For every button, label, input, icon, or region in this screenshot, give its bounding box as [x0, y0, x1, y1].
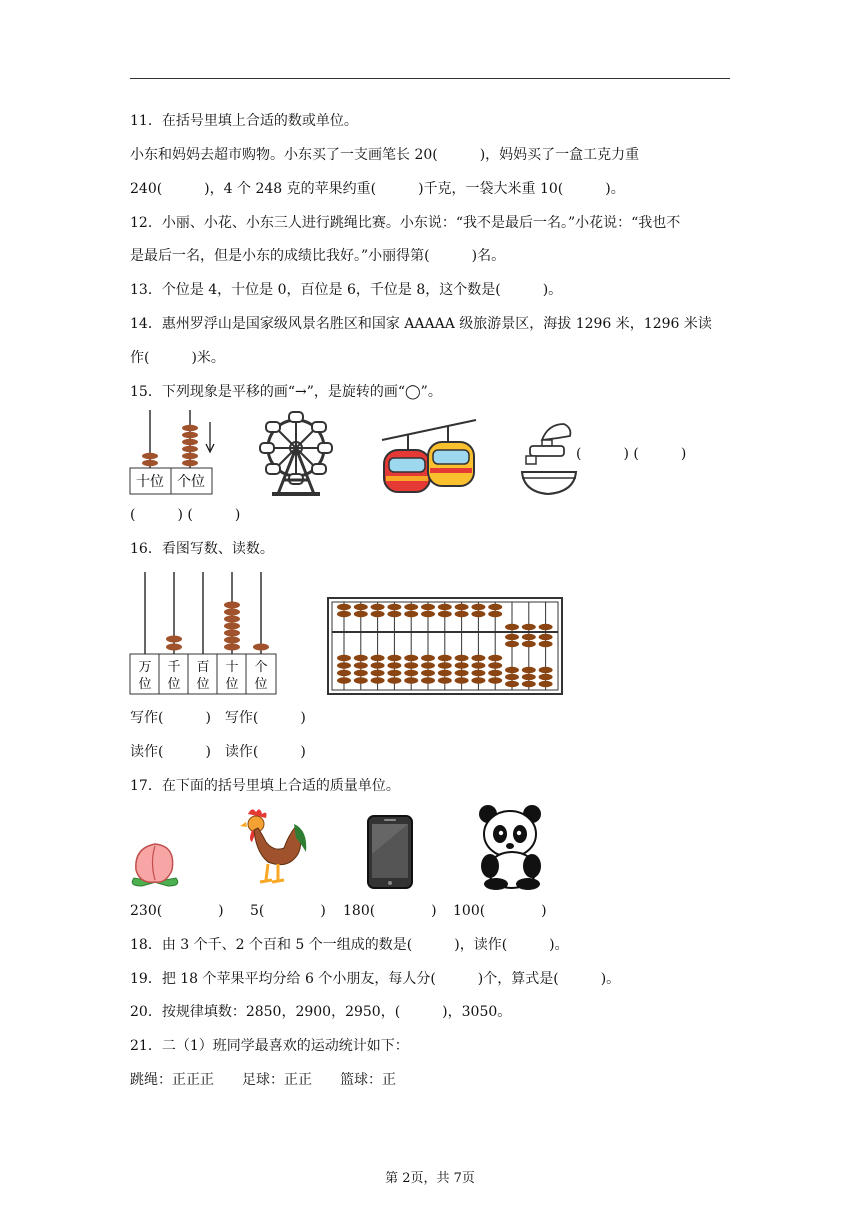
question-17: 17．在下面的括号里填上合适的质量单位。 [130, 778, 400, 794]
abacus-bead [371, 677, 385, 683]
bai-label: 百 [196, 660, 210, 675]
abacus-bead [438, 677, 452, 683]
question-15: 15．下列现象是平移的画“→”，是旋转的画“◯”。 [130, 384, 442, 400]
abacus-bead [522, 634, 536, 640]
abacus-bead [354, 604, 368, 610]
abacus-picture [326, 596, 564, 696]
question-12-line-2: 是最后一名，但是小东的成绩比我好。”小丽得第( )名。 [130, 248, 506, 264]
abacus-bead [387, 604, 401, 610]
abacus-bead [438, 604, 452, 610]
abacus-bead [438, 655, 452, 661]
abacus-bead [488, 677, 502, 683]
abacus-bead [471, 662, 485, 668]
abacus-bead [539, 634, 553, 640]
abacus-bead [421, 677, 435, 683]
abacus-bead [387, 670, 401, 676]
abacus-bead [455, 655, 469, 661]
abacus-bead [471, 611, 485, 617]
abacus-bead [522, 641, 536, 647]
abacus-bead [404, 611, 418, 617]
abacus-bead [337, 604, 351, 610]
abacus-bead [488, 655, 502, 661]
abacus-bead [404, 670, 418, 676]
shi-label: 十 [225, 660, 239, 675]
abacus-bead [505, 624, 519, 630]
rooster-picture [238, 806, 310, 890]
abacus-bead [404, 677, 418, 683]
page-footer: 第 2页，共 7页 [385, 1171, 475, 1186]
question-21: 21．二（1）班同学最喜欢的运动统计如下： [130, 1038, 409, 1054]
abacus-bead [539, 624, 553, 630]
abacus-bead [488, 670, 502, 676]
abacus-bead [455, 670, 469, 676]
ferris-wheel-picture [252, 408, 340, 498]
abacus-bead [354, 662, 368, 668]
abacus-bead [371, 655, 385, 661]
abacus-bead [421, 604, 435, 610]
abacus-bead [522, 624, 536, 630]
abacus-bead [505, 681, 519, 687]
header-rule [130, 78, 730, 79]
abacus-bead [371, 662, 385, 668]
abacus-bead [337, 677, 351, 683]
abacus-bead [404, 655, 418, 661]
wei-label-2: 位 [167, 677, 181, 692]
q17-blank-panda[interactable]: 100( ) [453, 903, 547, 919]
abacus-bead [438, 611, 452, 617]
panda-picture [474, 804, 546, 890]
abacus-bead [488, 662, 502, 668]
abacus-bead [438, 662, 452, 668]
question-16-write[interactable]: 写作( ) 写作( ) [130, 710, 306, 726]
question-15-blanks-right[interactable]: ( ) ( ) [576, 446, 687, 462]
q17-blank-rooster[interactable]: 5( ) [250, 903, 326, 919]
ones-label: 个位 [177, 474, 205, 490]
abacus-bead [354, 655, 368, 661]
abacus-bead [387, 611, 401, 617]
abacus-bead [522, 674, 536, 680]
phone-picture [366, 814, 414, 890]
question-11-line-2: 小东和妈妈去超市购物。小东买了一支画笔长 20( )，妈妈买了一盒工克力重 [130, 147, 640, 163]
abacus-bead [471, 677, 485, 683]
abacus-bead [404, 662, 418, 668]
abacus-bead [455, 662, 469, 668]
abacus-bead [354, 670, 368, 676]
question-11-title: 11．在括号里填上合适的数或单位。 [130, 113, 358, 129]
cable-car-picture [378, 412, 480, 498]
abacus-bead [337, 655, 351, 661]
abacus-bead [455, 677, 469, 683]
question-19: 19．把 18 个苹果平均分给 6 个小朋友，每人分( )个，算式是( )。 [130, 971, 621, 987]
counting-frame-picture [128, 570, 280, 696]
abacus-bead [522, 681, 536, 687]
wei-label-3: 位 [196, 677, 210, 692]
faucet-picture [518, 418, 580, 498]
abacus-bead [387, 662, 401, 668]
abacus-picture-small [128, 410, 218, 496]
abacus-bead [505, 641, 519, 647]
abacus-bead [421, 655, 435, 661]
abacus-bead [522, 667, 536, 673]
abacus-bead [421, 670, 435, 676]
question-20: 20．按规律填数：2850，2900，2950，( )，3050。 [130, 1004, 512, 1020]
question-14-line-1: 14．惠州罗浮山是国家级风景名胜区和国家 AAAAA 级旅游景区，海拔 1296 米，1296 米读 [130, 316, 712, 332]
abacus-bead [371, 670, 385, 676]
abacus-bead [539, 667, 553, 673]
qian-label: 千 [167, 660, 181, 675]
abacus-bead [404, 604, 418, 610]
abacus-bead [337, 611, 351, 617]
abacus-bead [387, 655, 401, 661]
question-21-data: 跳绳：正正正 足球：正正 篮球：正 [130, 1072, 396, 1088]
abacus-bead [471, 604, 485, 610]
abacus-bead [371, 604, 385, 610]
question-18: 18．由 3 个千、2 个百和 5 个一组成的数是( )，读作( )。 [130, 937, 569, 953]
abacus-bead [505, 634, 519, 640]
abacus-bead [539, 641, 553, 647]
abacus-bead [354, 611, 368, 617]
abacus-bead [337, 670, 351, 676]
wei-label-1: 位 [138, 677, 152, 692]
abacus-bead [438, 670, 452, 676]
q17-blank-phone[interactable]: 180( ) [343, 903, 437, 919]
abacus-bead [488, 604, 502, 610]
question-13: 13．个位是 4，十位是 0，百位是 6，千位是 8，这个数是( )。 [130, 282, 563, 298]
abacus-bead [505, 667, 519, 673]
tens-label: 十位 [136, 474, 164, 490]
abacus-bead [421, 611, 435, 617]
abacus-bead [539, 681, 553, 687]
question-11-line-3: 240( )，4 个 248 克的苹果约重( )千克，一袋大米重 10( )。 [130, 181, 625, 197]
question-16: 16．看图写数、读数。 [130, 541, 274, 557]
abacus-bead [539, 674, 553, 680]
ge-label: 个 [254, 660, 268, 675]
wan-label: 万 [138, 660, 152, 675]
wei-label-4: 位 [225, 677, 239, 692]
abacus-bead [421, 662, 435, 668]
abacus-bead [505, 674, 519, 680]
abacus-bead [371, 611, 385, 617]
question-12-line-1: 12．小丽、小花、小东三人进行跳绳比赛。小东说：“我不是最后一名。”小花说：“我也不 [130, 215, 681, 231]
question-14-line-2: 作( )米。 [130, 350, 225, 366]
question-16-read[interactable]: 读作( ) 读作( ) [130, 744, 306, 760]
abacus-bead [354, 677, 368, 683]
abacus-bead [488, 611, 502, 617]
abacus-bead [455, 611, 469, 617]
abacus-bead [471, 670, 485, 676]
abacus-bead [471, 655, 485, 661]
abacus-bead [337, 662, 351, 668]
q17-blank-peach[interactable]: 230( ) [130, 903, 224, 919]
peach-picture [128, 838, 182, 890]
abacus-bead [455, 604, 469, 610]
wei-label-5: 位 [254, 677, 268, 692]
abacus-bead [387, 677, 401, 683]
question-15-blanks-left[interactable]: ( ) ( ) [130, 507, 241, 523]
